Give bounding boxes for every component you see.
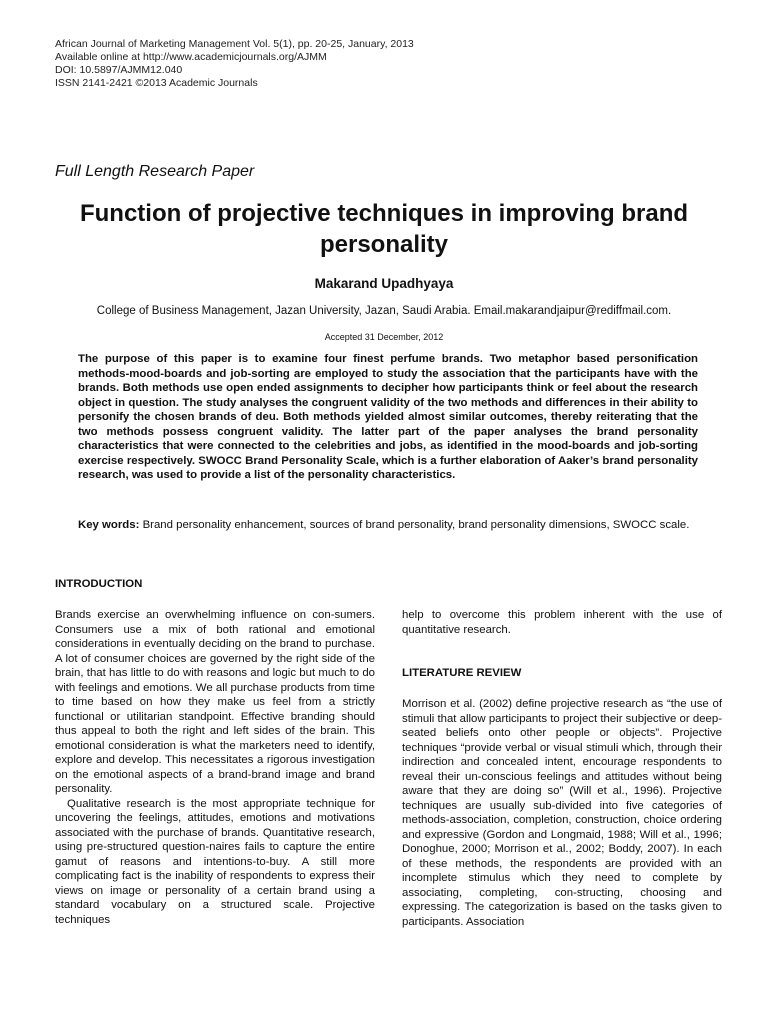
- keywords-label: Key words:: [78, 519, 140, 531]
- abstract: The purpose of this paper is to examine four finest perfume brands. Two metaphor based personification methods-mood-boards and job-sorting are employed to study the association that the participants have with the brands. Both methods use open ended assignments to decipher how participants think or feel about the research object in question. The study analyses the congruent validity of the two methods and differences in their ability to personify the chosen brands of deu. Both methods yielded almost similar outcomes, thereby reiterating that the two methods possess congruent validity. The latter part of the paper analyses the brand personality characteristics that were connected to the celebrities and jobs, as identified in the mood-boards and job-sorting exercise respectively. SWOCC Brand Personality Scale, which is a further elaboration of Aaker’s brand personality research, was used to provide a list of the personality characteristics.: [78, 353, 698, 481]
- introduction-heading: INTRODUCTION: [55, 578, 143, 590]
- introduction-paragraph-2: Qualitative research is the most appropriate technique for uncovering the feelings, attitudes, emotions and motivations associated with the purchase of brands. Quantitative research, using pre-structured question-naires fails to capture the entire gamut of reasons and intentions-to-buy. A still more complicating fact is the inability of respondents to express their views on image or personality of a certain brand using a standard vocabulary on a structured scale. Projective techniques: [55, 797, 375, 926]
- accepted-date: Accepted 31 December, 2012: [324, 332, 444, 342]
- literature-review-paragraph-1: Morrison et al. (2002) define projective research as “the use of stimuli that allow participants to project their subjective or deep-seated beliefs onto other people or objects”. Projective techniques “provide verbal or visual stimuli which, through their indirection and concealed intent, encourage respondents to reveal their un-conscious feelings and attitudes without being aware that they are doing so” (Will et al., 1996). Projective techniques are usually sub-divided into five categories of methods-association, completion, construction, choice ordering and expressive (Gordon and Longmaid, 1988; Will et al., 1996; Donoghue, 2000; Morrison et al., 2002; Boddy, 2007). In each of these methods, the respondents are provided with an incomplete stimulus which they need to complete by associating, completing, con-structing, choosing and expressing. The categorization is based on the tasks given to participants. Association: [402, 698, 722, 928]
- introduction-paragraph-1: Brands exercise an overwhelming influence on con-sumers. Consumers use a mix of both rational and emotional considerations in eventually deciding on the brand to purchase. A lot of consumer choices are governed by the right side of the brain, that has little to do with reasons and logic but much to do with feelings and emotions. We all purchase products from time to time based on how they make us feel from a strictly functional or utilitarian standpoint. Effective branding should thus appeal to both the right and left sides of the brain. This emotional consideration is what the marketers need to identify, explore and develop. This necessitates a rigorous investigation on the emotional aspects of a brand-brand image and brand personality.: [55, 609, 375, 795]
- literature-review-body: [402, 697, 722, 929]
- author-affiliation: College of Business Management, Jazan University, Jazan, Saudi Arabia. Email.makarandjaipur@rediffmail.com.: [96, 305, 672, 317]
- keywords-text: Brand personality enhancement, sources of brand personality, brand personality dimensions, SWOCC scale.: [139, 519, 690, 531]
- journal-header: [55, 38, 414, 90]
- journal-url: Available online at http://www.academicjournals.org/AJMM: [55, 51, 327, 63]
- journal-citation: African Journal of Marketing Management Vol. 5(1), pp. 20-25, January, 2013: [55, 38, 414, 50]
- introduction-continuation: help to overcome this problem inherent with the use of quantitative research.: [402, 609, 722, 636]
- doi: DOI: 10.5897/AJMM12.040: [55, 64, 183, 76]
- paper-type: Full Length Research Paper: [55, 163, 255, 180]
- author-name: Makarand Upadhyaya: [314, 276, 454, 291]
- issn: ISSN 2141-2421 ©2013 Academic Journals: [55, 77, 258, 89]
- literature-review-heading: LITERATURE REVIEW: [402, 667, 522, 679]
- paper-title: Function of projective techniques in improving brand personality: [79, 200, 689, 258]
- keywords: [78, 518, 698, 533]
- introduction-body: [55, 608, 375, 927]
